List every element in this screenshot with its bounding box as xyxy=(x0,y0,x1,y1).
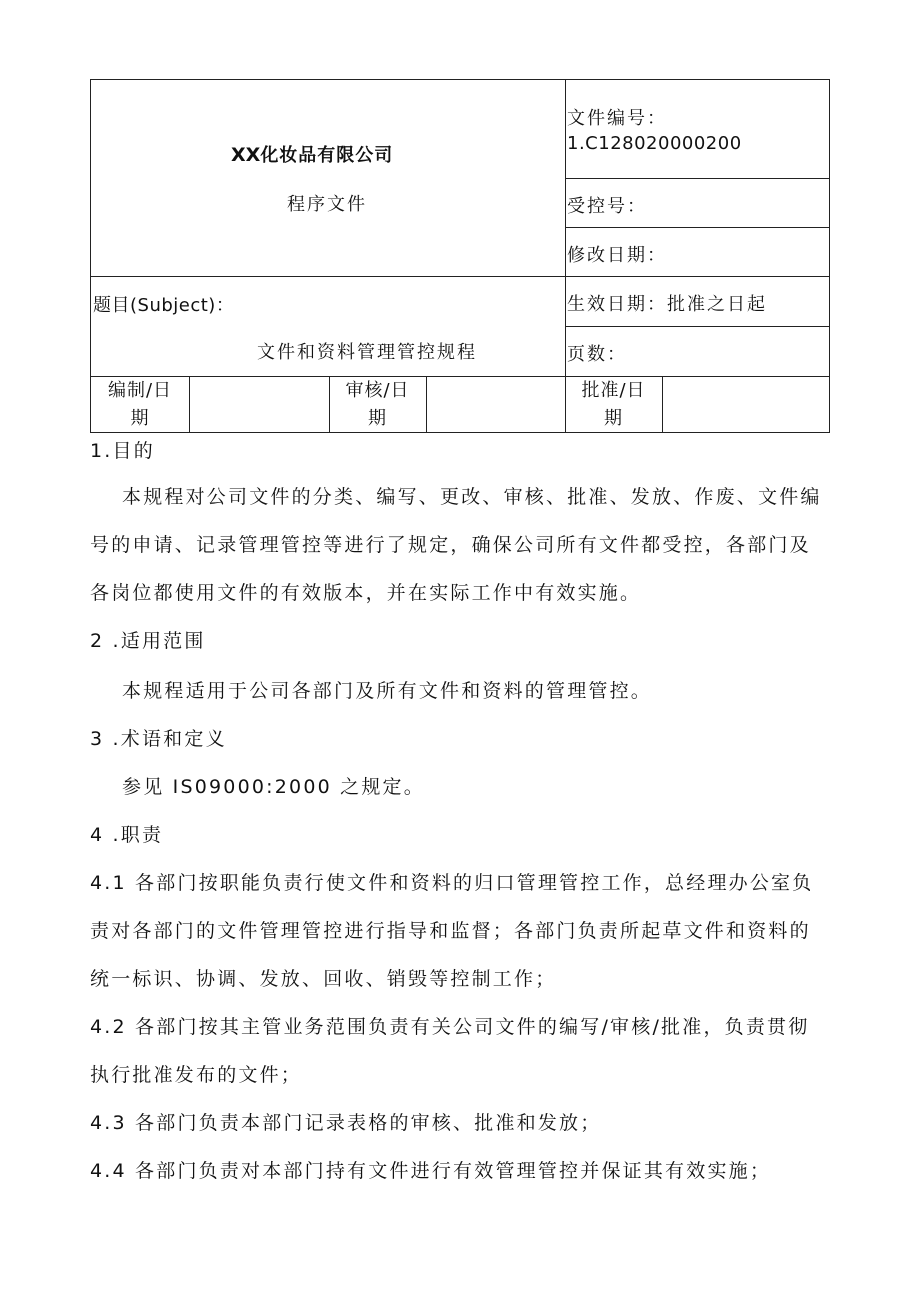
approved-label-line1: 批准/日 xyxy=(581,380,646,401)
prepared-label-line1: 编制/日 xyxy=(107,380,173,401)
approved-by-date-label xyxy=(565,377,662,433)
paragraph-line: 4.1 各部门按职能负责行使文件和资料的归口管理管控工作，总经理办公室负 xyxy=(90,872,814,894)
divider xyxy=(565,227,830,228)
company-name: XX化妆品有限公司 xyxy=(231,144,394,166)
divider xyxy=(565,326,830,327)
section-title-scope: 2 .适用范围 xyxy=(90,630,206,652)
paragraph-line: 号的申请、记录管理管控等进行了规定，确保公司所有文件都受控，各部门及 xyxy=(90,534,811,556)
effective-date-label: 生效日期：批准之日起 xyxy=(567,294,767,315)
paragraph-line: 统一标识、协调、发放、回收、销毁等控制工作； xyxy=(90,968,557,990)
approved-label-line2: 期 xyxy=(604,408,623,429)
paragraph-line: 4.2 各部门按其主管业务范围负责有关公司文件的编写/审核/批准，负责贯彻 xyxy=(90,1016,810,1038)
revision-date-label: 修改日期： xyxy=(567,245,667,266)
section-title-terms: 3 .术语和定义 xyxy=(90,728,227,750)
reviewed-by-date-field xyxy=(427,377,565,433)
divider xyxy=(91,276,565,277)
document-header-table xyxy=(90,79,830,433)
paragraph-line: 执行批准发布的文件； xyxy=(90,1064,303,1086)
section-title-purpose: 1.目的 xyxy=(90,440,155,462)
doc-number-label: 文件编号： xyxy=(567,108,667,129)
paragraph-line: 4.4 各部门负责对本部门持有文件进行有效管理管控并保证其有效实施； xyxy=(90,1160,772,1182)
paragraph-line: 本规程适用于公司各部门及所有文件和资料的管理管控。 xyxy=(122,680,653,702)
pages-label: 页数： xyxy=(567,344,627,365)
document-type: 程序文件 xyxy=(287,194,367,215)
reviewed-label-line2: 期 xyxy=(368,408,387,429)
subject-title: 文件和资料管理管控规程 xyxy=(257,342,477,363)
divider xyxy=(565,178,830,179)
paragraph-line: 参见 IS09000:2000 之规定。 xyxy=(122,776,425,798)
paragraph-line: 责对各部门的文件管理管控进行指导和监督；各部门负责所起草文件和资料的 xyxy=(90,920,811,942)
section-title-responsibilities: 4 .职责 xyxy=(90,824,164,846)
paragraph-line: 本规程对公司文件的分类、编写、更改、审核、批准、发放、作废、文件编 xyxy=(122,486,822,508)
control-number-label: 受控号： xyxy=(567,196,647,217)
doc-number-value: 1.C128020000200 xyxy=(567,133,742,154)
reviewed-label-line1: 审核/日 xyxy=(345,380,410,401)
paragraph-line: 4.3 各部门负责本部门记录表格的审核、批准和发放； xyxy=(90,1112,602,1134)
prepared-label-line2: 期 xyxy=(130,408,150,429)
paragraph-line: 各岗位都使用文件的有效版本，并在实际工作中有效实施。 xyxy=(90,582,642,604)
reviewed-by-date-label xyxy=(329,377,426,433)
prepared-by-date-label xyxy=(91,377,189,433)
divider xyxy=(565,276,830,277)
prepared-by-date-field xyxy=(190,377,329,433)
approved-by-date-field xyxy=(663,377,830,433)
subject-label: 题目(Subject)： xyxy=(93,295,235,316)
